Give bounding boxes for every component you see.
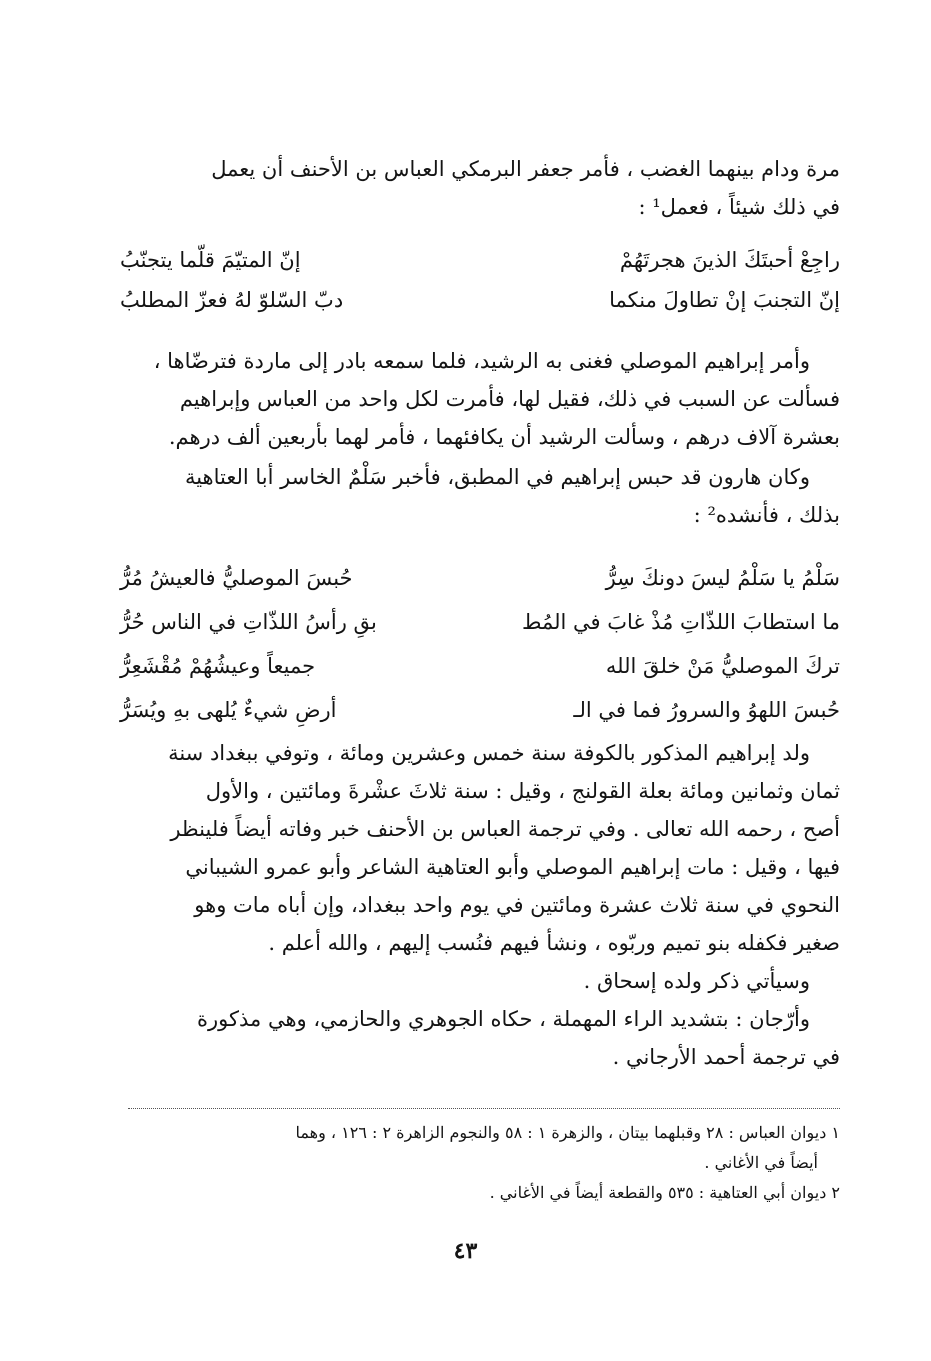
text-line: وأمر إبراهيم الموصلي فغنى به الرشيد، فلما سمعه بادر إلى ماردة فترضّاها ، (153, 349, 810, 373)
verse-line (120, 280, 840, 320)
text-line: في ترجمة أحمد الأرجاني . (612, 1045, 840, 1069)
paragraph-birth-death (128, 734, 840, 1076)
verse-line (120, 644, 840, 688)
verse-line (120, 240, 840, 280)
text-line: ثمان وثمانين ومائة بعلة القولنج ، وقيل : سنة ثلاثَ عشْرةَ ومائتين ، والأول (205, 779, 840, 803)
top-paragraph (128, 150, 840, 226)
verse-first-hemistich: ما استطابَ اللذّاتِ مُذْ غابَ في المُط (522, 610, 840, 634)
verse-first-hemistich: تركَ الموصليُّ مَنْ خلقَ الله (605, 654, 840, 678)
footnote-divider (128, 1108, 840, 1109)
text-line: أصح ، رحمه الله تعالى . وفي ترجمة العباس بن الأحنف خبر وفاته أيضاً فلينظر (170, 817, 840, 841)
text-line: مرة ودام بينهما الغضب ، فأمر جعفر البرمكي العباس بن الأحنف أن يعمل (211, 157, 840, 181)
verse-line (120, 688, 840, 732)
text-line: بذلك ، فأنشده² : (693, 503, 840, 527)
footnote-1: ١ ديوان العباس : ٢٨ وقبلهما بيتان ، والزهرة ١ : ٥٨ والنجوم الزاهرة ٢ : ١٢٦ ، وهما (295, 1123, 840, 1142)
footnote-2: ٢ ديوان أبي العتاهية : ٥٣٥ والقطعة أيضاً في الأغاني . (489, 1183, 840, 1202)
verse-second-hemistich: إنّ المتيّمَ قلّما يتجنّبُ (120, 248, 301, 272)
verse-line (120, 600, 840, 644)
text-line: ولد إبراهيم المذكور بالكوفة سنة خمس وعشرين ومائة ، وتوفي ببغداد سنة (168, 741, 810, 765)
text-line: في ذلك شيئاً ، فعمل¹ : (638, 195, 840, 219)
text-line: صغير فكفله بنو تميم وربّوه ، ونشأ فيهم فنُسب إليهم ، والله أعلم . (268, 931, 840, 955)
page-number: ٤٣ (453, 1238, 478, 1264)
poem-2 (120, 556, 840, 732)
verse-first-hemistich: سَلْمُ يا سَلْمُ ليسَ دونكَ سِرُّ (605, 566, 840, 590)
text-line: وكان هارون قد حبس إبراهيم في المطبق، فأخبر سَلْمٌ الخاسر أبا العتاهية (184, 465, 810, 489)
verse-second-hemistich: أرضِ شيءٌ يُلهى بهِ ويُسَرُّ (120, 698, 337, 722)
text-line: بعشرة آلاف درهم ، وسألت الرشيد أن يكافئهما ، فأمر لهما بأربعين ألف درهم. (168, 425, 840, 449)
verse-second-hemistich: حُبسَ الموصليُّ فالعيشُ مُرُّ (120, 566, 353, 590)
text-line: فسألت عن السبب في ذلك، فقيل لها، فأمرت لكل واحد من العباس وإبراهيم (179, 387, 840, 411)
verse-second-hemistich: بقِ رأسُ اللذّاتِ في الناس حُرُّ (120, 610, 377, 634)
verse-first-hemistich: إنّ التجنبَ إنْ تطاولَ منكما (609, 288, 840, 312)
verse-first-hemistich: حُبسَ اللهوُ والسرورُ فما في الـ (573, 698, 840, 722)
paragraph-harun-prison (128, 458, 840, 534)
text-line: وأرّجان : بتشديد الراء المهملة ، حكاه الجوهري والحازمي، وهي مذكورة (197, 1007, 810, 1031)
footnotes (128, 1118, 840, 1208)
text-line: النحوي في سنة ثلاث عشرة ومائتين في يوم واحد ببغداد، وإن أباه مات وهو (194, 893, 840, 917)
verse-second-hemistich: جميعاً وعيشُهُمْ مُقْشَعِرُّ (120, 654, 316, 678)
verse-first-hemistich: راجِعْ أحبتَكَ الذينَ هجرتَهُمْ (619, 248, 840, 272)
poem-1 (120, 240, 840, 320)
verse-second-hemistich: دبّ السّلوّ لهُ فعزّ المطلبُ (120, 288, 344, 312)
footnote-1-continued: أيضاً في الأغاني . (704, 1153, 818, 1172)
text-line: فيها ، وقيل : مات إبراهيم الموصلي وأبو العتاهية الشاعر وأبو عمرو الشيباني (185, 855, 840, 879)
verse-line (120, 556, 840, 600)
paragraph-ibrahim-rashid (128, 342, 840, 456)
text-line: وسيأتي ذكر ولده إسحاق . (583, 969, 810, 993)
